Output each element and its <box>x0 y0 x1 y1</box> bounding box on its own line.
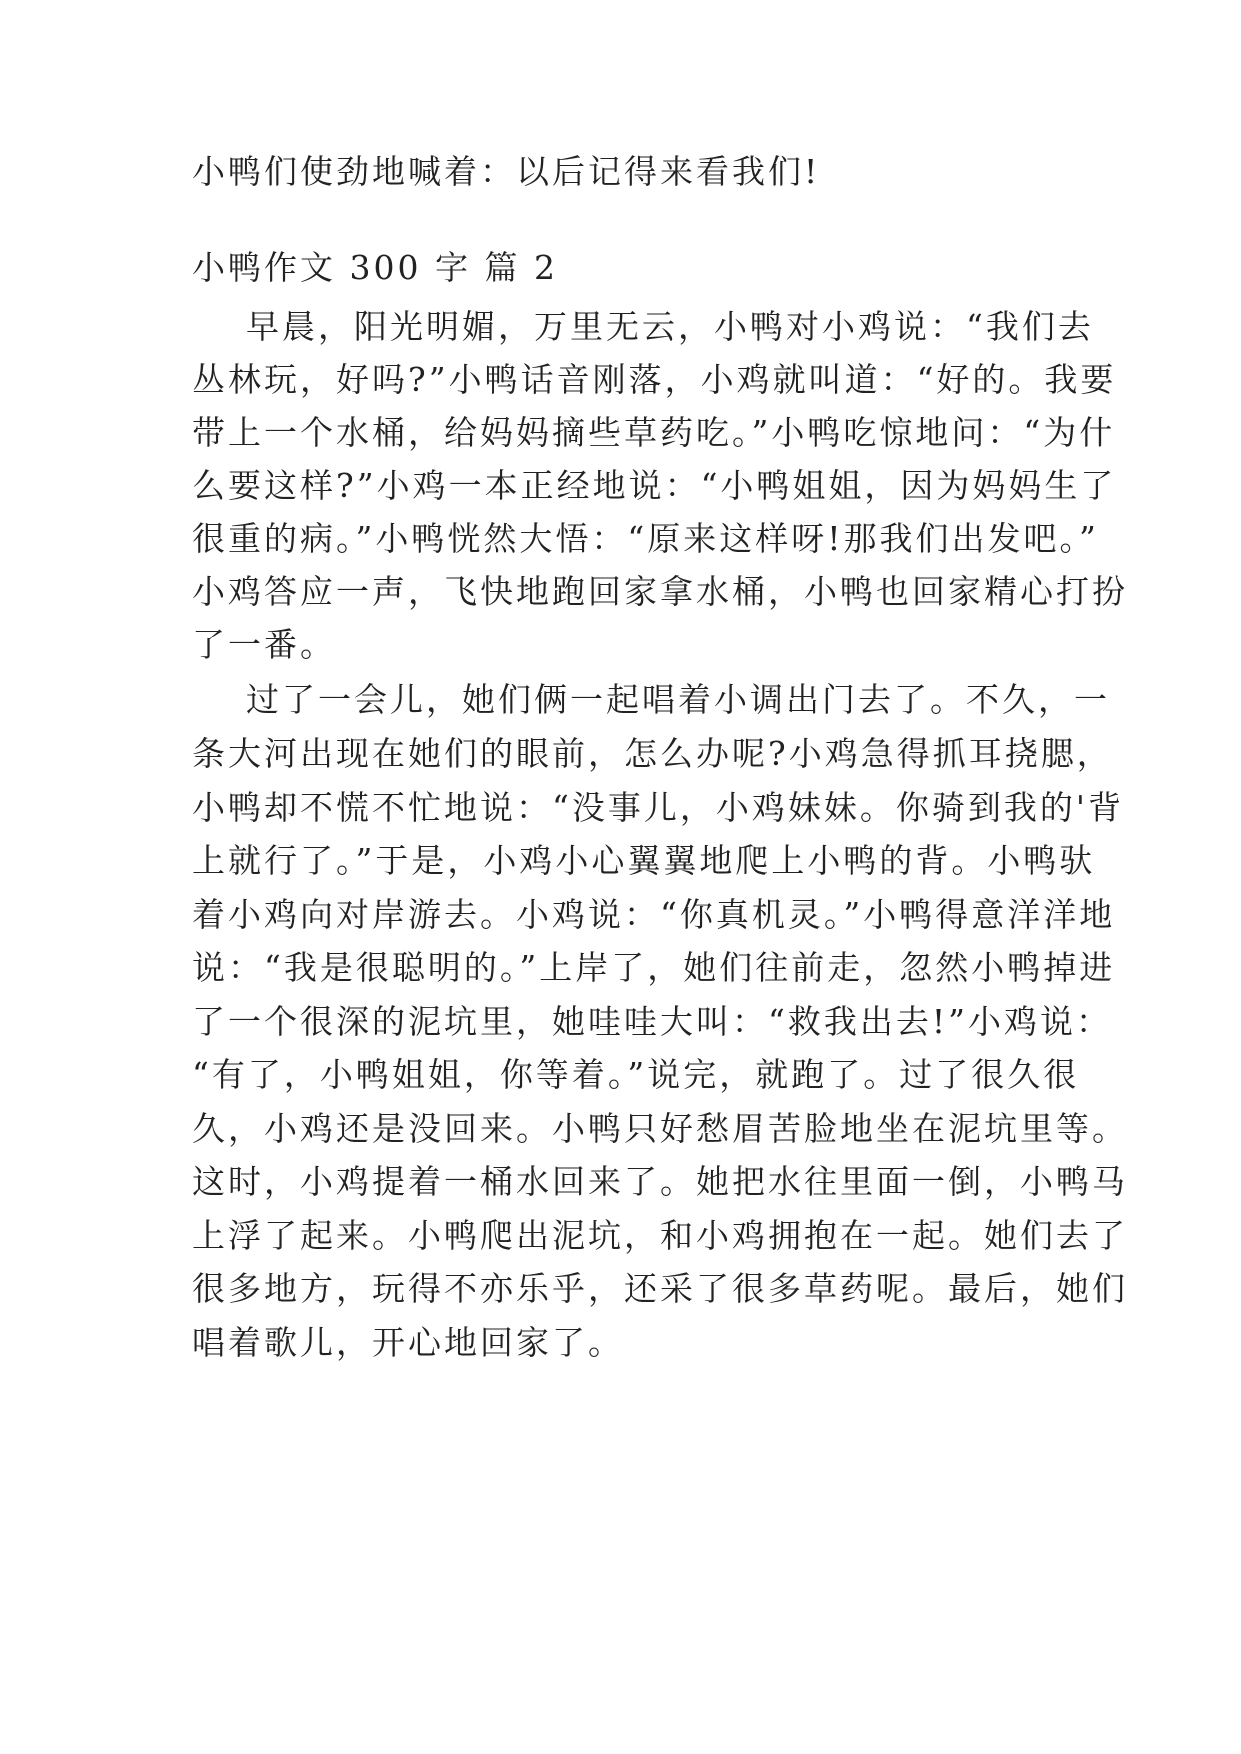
paragraph-line: 着小鸡向对岸游去。小鸡说：“你真机灵。”小鸭得意洋洋地 <box>192 895 1116 934</box>
paragraph-line: 这时，小鸡提着一桶水回来了。她把水往里面一倒，小鸭马 <box>192 1162 1128 1201</box>
paragraph-line: 很多地方，玩得不亦乐乎，还采了很多草药呢。最后，她们 <box>192 1269 1128 1308</box>
paragraph-line: 小鸭却不慌不忙地说：“没事儿，小鸡妹妹。你骑到我的'背 <box>192 788 1124 827</box>
paragraph-line: 丛林玩，好吗?”小鸭话音刚落，小鸡就叫道：“好的。我要 <box>192 360 1117 399</box>
paragraph-line: 上浮了起来。小鸭爬出泥坑，和小鸡拥抱在一起。她们去了 <box>192 1216 1128 1255</box>
paragraph-line: 很重的病。”小鸭恍然大悟：“原来这样呀!那我们出发吧。” <box>192 519 1099 558</box>
paragraph-line: 上就行了。”于是，小鸡小心翼翼地爬上小鸭的背。小鸭驮 <box>192 841 1096 880</box>
paragraph-line: 说：“我是很聪明的。”上岸了，她们往前走，忽然小鸭掉进 <box>192 948 1116 987</box>
paragraph-line: 小鸡答应一声，飞快地跑回家拿水桶，小鸭也回家精心打扮 <box>192 572 1128 611</box>
paragraph-line: 久，小鸡还是没回来。小鸭只好愁眉苦脸地坐在泥坑里等。 <box>192 1109 1128 1148</box>
section-heading: 小鸭作文 300 字 篇 2 <box>192 248 558 287</box>
paragraph-line: 么要这样?”小鸡一本正经地说：“小鸭姐姐，因为妈妈生了 <box>192 466 1117 505</box>
paragraph-line: “有了，小鸭姐姐，你等着。”说完，就跑了。过了很久很 <box>192 1055 1080 1094</box>
paragraph-line: 早晨，阳光明媚，万里无云，小鸭对小鸡说：“我们去 <box>192 307 1094 346</box>
paragraph-line: 了一个很深的泥坑里，她哇哇大叫：“救我出去!”小鸡说： <box>192 1002 1113 1041</box>
paragraph-line: 唱着歌儿，开心地回家了。 <box>192 1323 624 1362</box>
paragraph-line: 了一番。 <box>192 625 336 664</box>
paragraph-line: 条大河出现在她们的眼前，怎么办呢?小鸡急得抓耳挠腮， <box>192 734 1113 773</box>
paragraph-line: 带上一个水桶，给妈妈摘些草药吃。”小鸭吃惊地问：“为什 <box>192 413 1116 452</box>
closing-line: 小鸭们使劲地喊着：以后记得来看我们! <box>192 152 821 191</box>
paragraph-line: 过了一会儿，她们俩一起唱着小调出门去了。不久，一 <box>192 680 1110 719</box>
